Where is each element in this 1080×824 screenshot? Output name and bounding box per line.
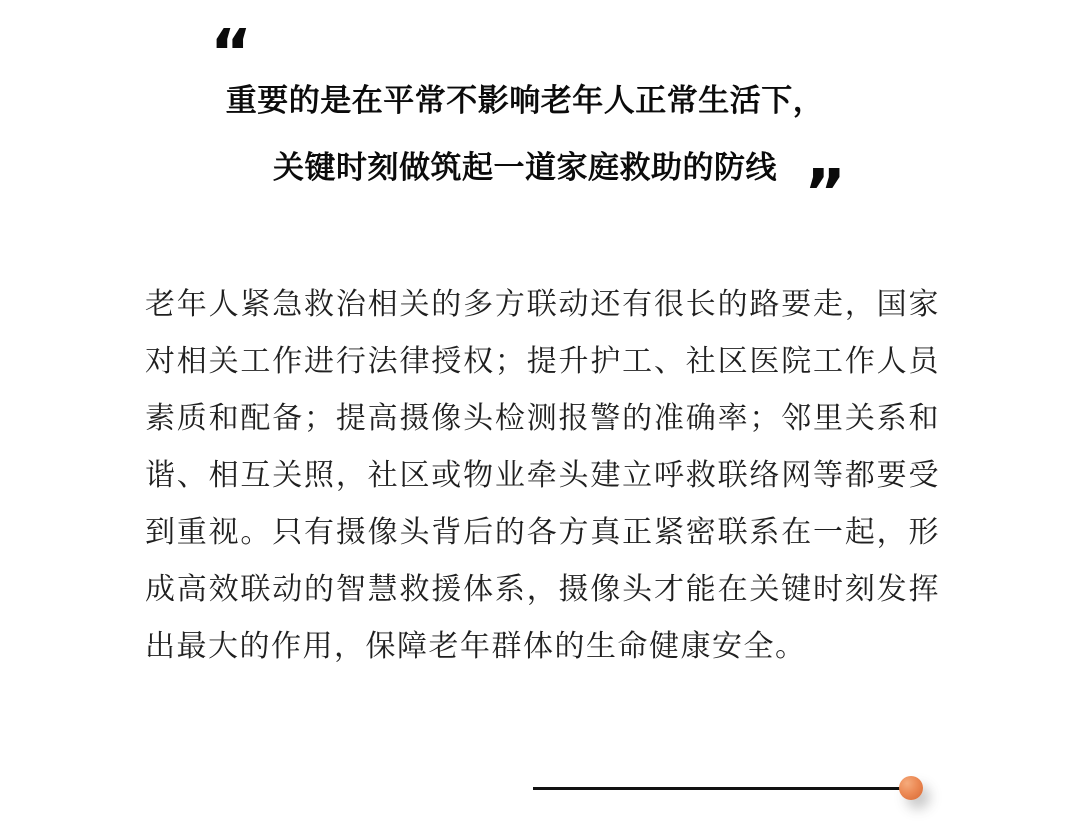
article-paragraph: 老年人紧急救治相关的多方联动还有很长的路要走，国家对相关工作进行法律授权；提升护工、社区医院工作人员素质和配备；提高摄像头检测报警的准确率；邻里关系和谐、相互关照，社区或物业牵头建立呼救联络网等都要受到重视。只有摄像头背后的各方真正紧密联系在一起，形成高效联动的智慧救援体系，摄像头才能在关键时刻发挥出最大的作用，保障老年群体的生命健康安全。 [145,288,940,663]
close-quote-mark: ” [804,157,845,231]
orange-dot-icon [899,776,923,800]
pull-quote-line-1: 重要的是在平常不影响老年人正常生活下， [225,83,825,118]
footer-divider [533,776,923,816]
pull-quote-line-2: 关键时刻做筑起一道家庭救助的防线 [273,150,777,185]
divider-line [533,787,903,790]
open-quote-mark: “ [210,17,251,91]
